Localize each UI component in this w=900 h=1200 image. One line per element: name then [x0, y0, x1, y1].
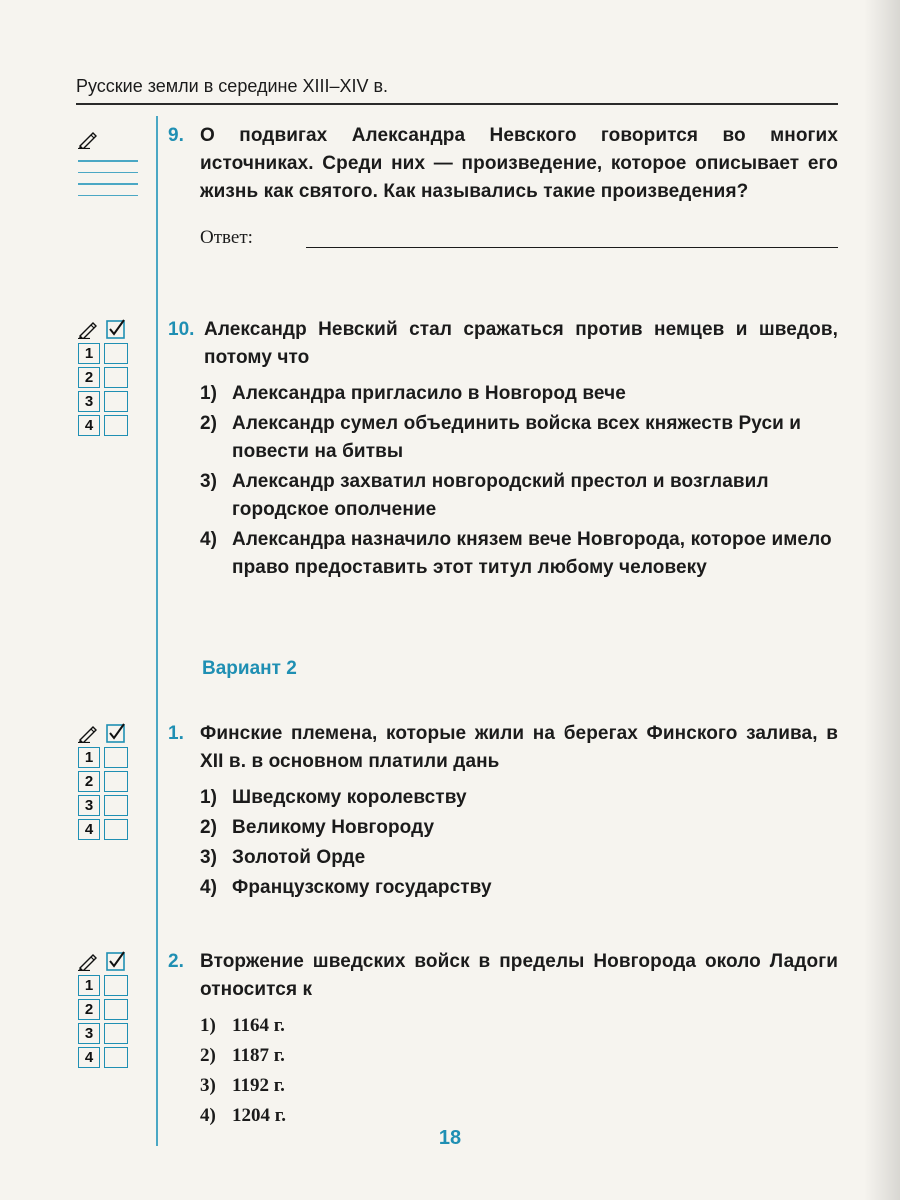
checkbox-check-icon: [106, 319, 126, 339]
option-item: [200, 410, 838, 466]
pencil-icon: [78, 723, 100, 743]
checkbox-check-icon: [106, 951, 126, 971]
option-number: 2): [200, 413, 218, 434]
option-item: [200, 874, 838, 902]
option-text: Александра назначило князем вече Новгорода, которое имело право предоставить этот титул любому человеку: [232, 529, 832, 578]
task-number: 2.: [168, 951, 184, 972]
option-number: 1): [200, 787, 218, 808]
choice-box[interactable]: [104, 1023, 128, 1044]
choice-number: 1: [78, 343, 100, 364]
choice-number: 4: [78, 415, 100, 436]
choice-box[interactable]: [104, 747, 128, 768]
page-number: 18: [438, 1127, 462, 1149]
pencil-icon: [78, 951, 100, 971]
choice-box[interactable]: [104, 391, 128, 412]
task-10: [168, 316, 838, 584]
option-number: 3): [200, 1075, 216, 1096]
page-binding-shadow: [864, 0, 900, 1200]
task-text: Вторжение шведских войск в пределы Новгорода около Ладоги относится к: [200, 951, 838, 1000]
option-number: 1): [200, 383, 218, 404]
option-item: [200, 814, 838, 842]
choice-number: 4: [78, 1047, 100, 1068]
choice-box[interactable]: [104, 1047, 128, 1068]
choice-number: 3: [78, 1023, 100, 1044]
answer-grid-v2q2: [78, 950, 128, 1068]
choice-box[interactable]: [104, 367, 128, 388]
choice-box[interactable]: [104, 999, 128, 1020]
option-text: Александра пригласило в Новгород вече: [232, 383, 626, 404]
option-text: 1187 г.: [232, 1045, 285, 1066]
task-number: 9.: [168, 125, 184, 146]
option-text: Великому Новгороду: [232, 817, 435, 838]
answer-note-lines: [78, 160, 138, 196]
choice-number: 2: [78, 999, 100, 1020]
option-number: 3): [200, 847, 218, 868]
choice-box[interactable]: [104, 975, 128, 996]
task-number: 10.: [168, 319, 195, 340]
option-number: 2): [200, 1045, 216, 1066]
option-text: 1192 г.: [232, 1075, 285, 1096]
option-item: [200, 784, 838, 812]
option-text: Золотой Орде: [232, 847, 366, 868]
option-item: [200, 526, 838, 582]
choice-number: 2: [78, 367, 100, 388]
option-item: [200, 1102, 838, 1130]
choice-number: 2: [78, 771, 100, 792]
option-text: Французскому государству: [232, 877, 492, 898]
task-9: [168, 122, 838, 252]
option-item: [200, 1012, 838, 1040]
option-number: 3): [200, 471, 218, 492]
option-item: [200, 1072, 838, 1100]
choice-number: 4: [78, 819, 100, 840]
option-number: 4): [200, 877, 218, 898]
answer-label: Ответ:: [200, 227, 253, 248]
pencil-icon: [78, 319, 100, 339]
option-item: [200, 1042, 838, 1070]
task-number: 1.: [168, 723, 184, 744]
checkbox-check-icon: [106, 723, 126, 743]
variant2-task-2: [168, 948, 838, 1132]
answer-grid-v2q1: [78, 722, 128, 840]
option-text: 1204 г.: [232, 1105, 286, 1126]
task-text: О подвигах Александра Невского говорится во многих источниках. Среди них — произведение, которое описывает его жизнь как святого. Как назывались такие произведения?: [200, 125, 838, 202]
answer-grid-q10: [78, 318, 128, 436]
option-item: [200, 468, 838, 524]
choice-box[interactable]: [104, 819, 128, 840]
option-number: 2): [200, 817, 218, 838]
variant-title: Вариант 2: [202, 658, 297, 679]
option-text: Александр сумел объединить войска всех княжеств Руси и повести на битвы: [232, 413, 802, 462]
choice-box[interactable]: [104, 343, 128, 364]
options-list: [168, 784, 838, 902]
option-number: 4): [200, 529, 218, 550]
choice-number: 3: [78, 391, 100, 412]
header-rule: [76, 103, 838, 105]
option-number: 1): [200, 1015, 216, 1036]
options-list: [168, 1012, 838, 1130]
variant2-task-1: [168, 720, 838, 904]
choice-box[interactable]: [104, 771, 128, 792]
task-text: Финские племена, которые жили на берегах Финского залива, в XII в. в основном платили дань: [200, 723, 838, 772]
option-number: 4): [200, 1105, 216, 1126]
task-text: Александр Невский стал сражаться против немцев и шведов, потому что: [204, 319, 838, 368]
option-text: Александр захватил новгородский престол и возглавил городское ополчение: [232, 471, 769, 520]
option-item: [200, 380, 838, 408]
option-text: Шведскому королевству: [232, 787, 467, 808]
answer-line[interactable]: [306, 227, 838, 248]
choice-number: 1: [78, 747, 100, 768]
choice-number: 1: [78, 975, 100, 996]
margin-rule: [156, 116, 158, 1146]
note-block-q9: [78, 128, 138, 196]
choice-box[interactable]: [104, 795, 128, 816]
options-list: [168, 380, 838, 582]
option-item: [200, 844, 838, 872]
choice-box[interactable]: [104, 415, 128, 436]
choice-number: 3: [78, 795, 100, 816]
pencil-icon: [78, 129, 100, 149]
option-text: 1164 г.: [232, 1015, 285, 1036]
running-title: Русские земли в середине XIII–XIV в.: [76, 76, 389, 96]
